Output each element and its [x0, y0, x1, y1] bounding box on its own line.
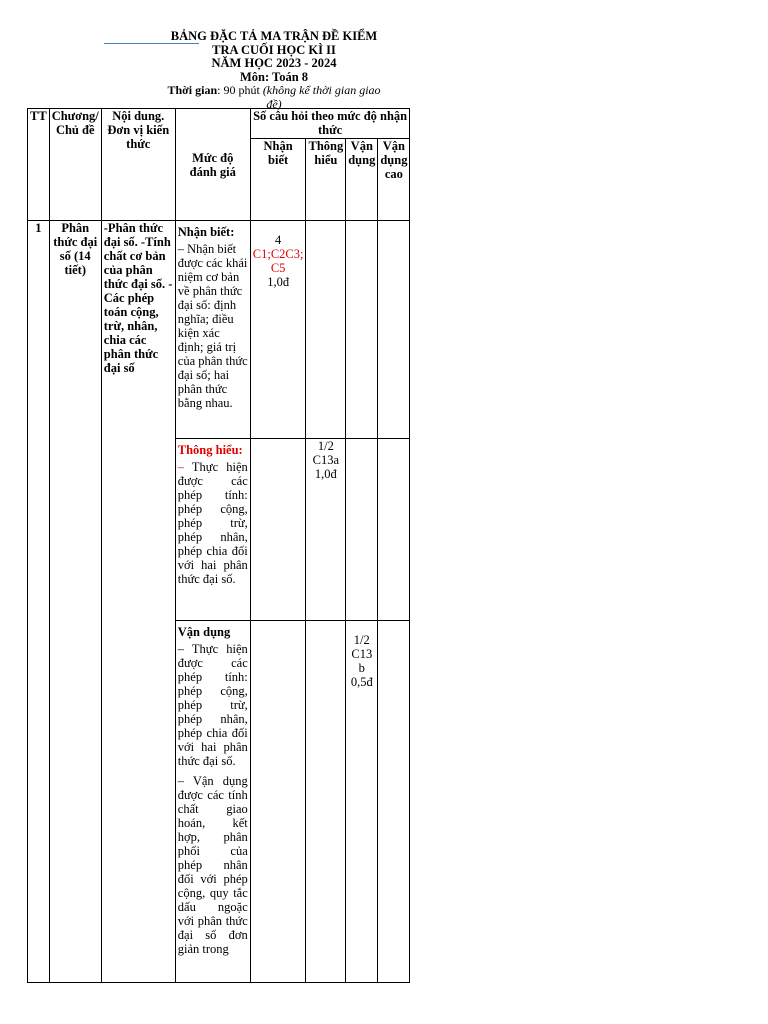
th-count: 1/2	[317, 439, 334, 453]
header-content: Nội dung. Đơn vị kiến thức	[101, 109, 175, 221]
header-van-dung-cao: Vận dụng cao	[378, 139, 410, 221]
level-thong-hieu-text	[178, 460, 248, 586]
title-line-3: NĂM HỌC 2023 - 2024	[211, 56, 337, 70]
th-empty-3	[306, 621, 346, 983]
vd-points: 0,5đ	[350, 675, 373, 689]
vdc-empty-3	[378, 621, 410, 983]
level-van-dung-cell	[175, 621, 250, 983]
vd-empty-2	[346, 439, 378, 621]
level-nhan-biet-cell	[175, 221, 250, 439]
level-nhan-biet-text: – Nhận biết được các khái niệm cơ bản về phân thức đại số: định nghĩa; điều kiện xác định; giá trị của phân thức đại số; hai phân thức bằng nhau.	[177, 242, 248, 410]
title-line-1: BẢNG ĐẶC TẢ MA TRẬN ĐỀ KIỂM	[170, 29, 378, 43]
time-label: Thời gian	[167, 83, 218, 97]
nb-points: 1,0đ	[267, 275, 290, 289]
header-chapter: Chương/ Chủ đề	[49, 109, 101, 221]
level-van-dung-text-1: – Thực hiện được các phép tính: phép cộng, phép trừ, phép nhân, phép chia đối với hai phân thức đại số.	[177, 642, 248, 768]
row-chapter: Phân thức đại số (14 tiết)	[49, 221, 101, 983]
level-nhan-biet-title: Nhận biết:	[177, 225, 235, 239]
header-van-dung: Vận dụng	[346, 139, 378, 221]
level-van-dung-title: Vận dụng	[177, 625, 231, 639]
row-content: -Phân thức đại số. -Tính chất cơ bản của phân thức đại số. -Các phép toán cộng, trừ, nhân, chia các phân thức đại số	[101, 221, 175, 983]
document-header	[160, 30, 388, 111]
header-tt: TT	[28, 109, 50, 221]
matrix-table	[27, 108, 410, 983]
header-question-count: Số câu hỏi theo mức độ nhận thức	[250, 109, 410, 139]
nb-questions: C1;C2C3; C5	[252, 247, 304, 275]
level-thong-hieu-title: Thông hiểu:	[177, 443, 243, 457]
th-points: 1,0đ	[314, 467, 337, 481]
level-van-dung-text-2: – Vận dụng được các tính chất giao hoán, kết hợp, phân phối của phép nhân đối với phép cộng, quy tắc dấu ngoặc với phân thức đại số đơn giản trong	[177, 774, 248, 956]
vd-empty-1	[346, 221, 378, 439]
vdc-empty-1	[378, 221, 410, 439]
time-note: (không kể thời gian giao đề)	[262, 83, 381, 111]
thong-hieu-dash: –	[177, 460, 185, 474]
vd-count: 1/2	[353, 633, 370, 647]
nb-count-cell	[250, 221, 306, 439]
level-thong-hieu-cell	[175, 439, 250, 621]
time-value: : 90 phút	[217, 83, 263, 97]
header-nhan-biet: Nhận biết	[250, 139, 306, 221]
header-level: Mức độ đánh giá	[175, 109, 250, 221]
thong-hieu-body: Thực hiện được các phép tính: phép cộng, phép trừ, phép nhân, phép chia đối với hai phân thức đại số.	[177, 460, 248, 586]
nb-empty-2	[250, 439, 306, 621]
th-question: C13a	[312, 453, 340, 467]
row-tt: 1	[28, 221, 50, 983]
th-count-cell	[306, 439, 346, 621]
nb-empty-3	[250, 621, 306, 983]
subject-line: Môn: Toán 8	[239, 69, 309, 84]
vd-question: C13 b	[351, 647, 373, 675]
header-thong-hieu: Thông hiểu	[306, 139, 346, 221]
nb-count: 4	[275, 233, 282, 247]
th-empty-1	[306, 221, 346, 439]
vd-count-cell	[346, 621, 378, 983]
vdc-empty-2	[378, 439, 410, 621]
title-line-2: TRA CUỐI HỌC KÌ II	[212, 42, 336, 57]
time-line	[160, 84, 388, 111]
